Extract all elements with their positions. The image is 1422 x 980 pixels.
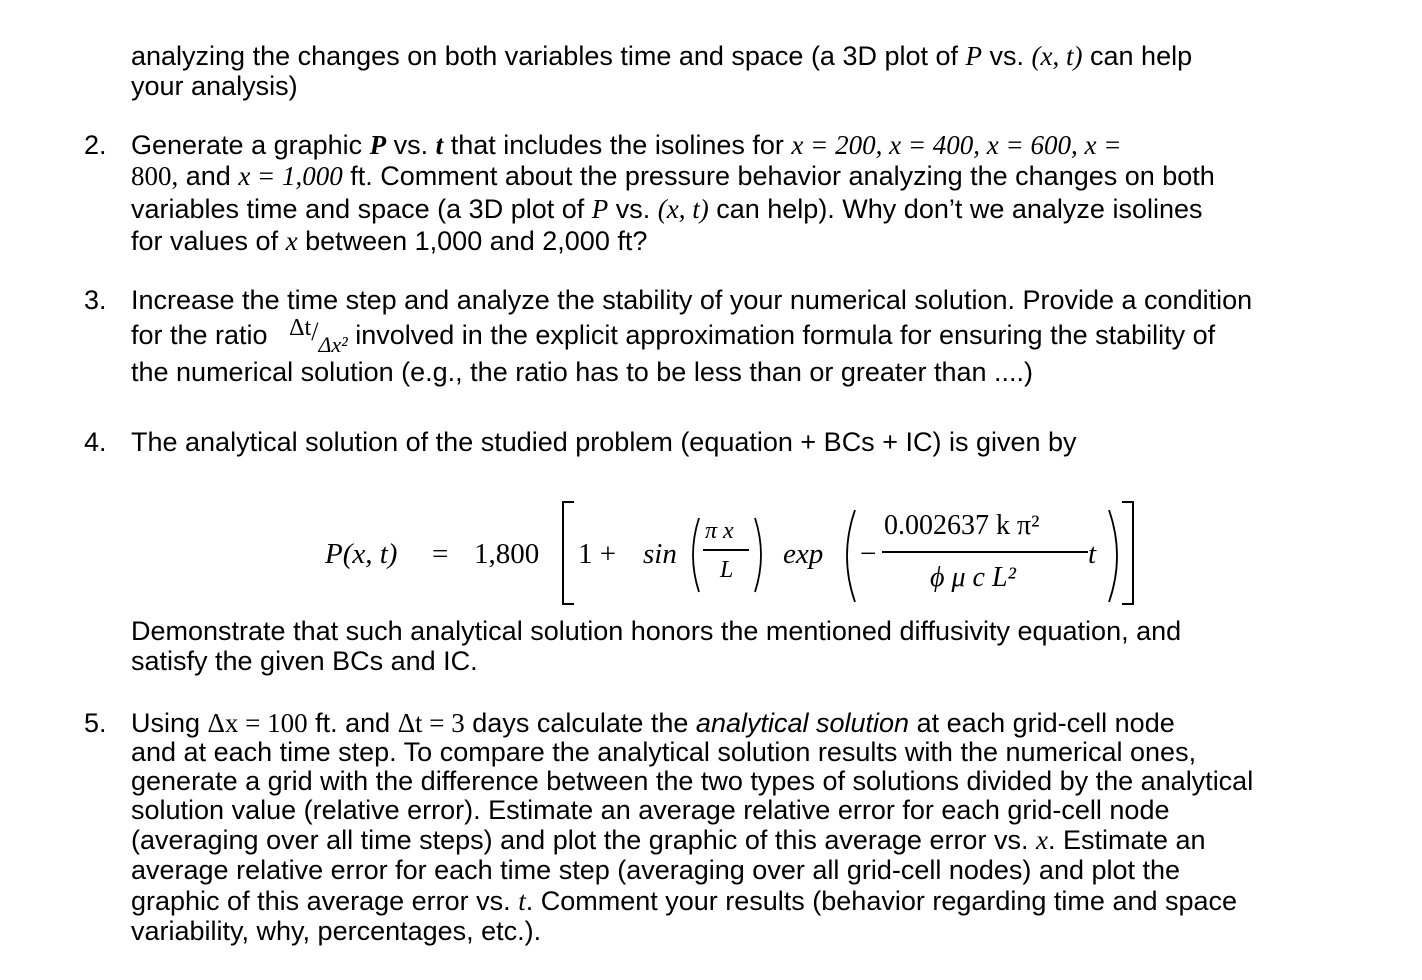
item5-line-5: (averaging over all time steps) and plot the graphic of this average error vs. x. Estimate an [131,825,1206,855]
item3-line-2: for the ratio $\Delta t/_{\Delta x^2}$ involved in the explicit approximation formula for ensuring the stability of [131,315,1216,357]
left-paren-large-icon [838,508,858,604]
eq-lhs: P(x, t) [325,538,398,570]
item5-line-7: graphic of this average error vs. t. Comment your results (behavior regarding time and space [131,886,1238,916]
eq-numerator: 0.002637 k π² [884,510,1040,541]
eq-constant: 1,800 [474,538,540,570]
item-number: 3. [84,285,107,315]
ratio-denominator: Δx² [318,332,348,357]
item4-demonstrate-line-1: Demonstrate that such analytical solution honors the mentioned diffusivity equation, and [131,616,1182,646]
item-number: 4. [84,427,107,457]
eq-minus: − [860,538,877,570]
eq-L: L [720,557,734,583]
right-paren-icon [752,516,768,594]
item2-line-4: for values of x between 1,000 and 2,000 ft? [131,226,648,256]
eq-denominator: ϕ μ c L² [930,562,1016,593]
eq-sin: sin [643,538,677,570]
eq-exp: exp [783,538,824,570]
eq-equals: = [432,538,449,570]
item5-line-1: Using Δx = 100 ft. and Δt = 3 days calculate the analytical solution at each grid-cell node [131,708,1175,738]
item5-line-2: and at each time step. To compare the analytical solution results with the numerical ones, [131,737,1197,767]
item2-line-1: Generate a graphic P vs. t that includes the isolines for x = 200, x = 400, x = 600, x = [131,130,1122,160]
item-number: 5. [84,708,107,738]
left-paren-icon [686,516,702,594]
item5-line-3: generate a grid with the difference between the two types of solutions divided by the analytical [131,766,1254,796]
intro-line-2: your analysis) [131,71,298,101]
left-bracket-icon [558,500,578,608]
eq-t: t [1088,538,1097,570]
item2-line-3: variables time and space (a 3D plot of P vs. (x, t) can help). Why don’t we analyze isolines [131,194,1203,224]
item3-line-3: the numerical solution (e.g., the ratio has to be less than or greater than ....) [131,357,1033,387]
right-bracket-icon [1118,500,1138,608]
item5-line-8: variability, why, percentages, etc.). [131,916,542,946]
item4-demonstrate-line-2: satisfy the given BCs and IC. [131,646,478,676]
intro-line-1: analyzing the changes on both variables time and space (a 3D plot of P vs. (x, t) can help [131,41,1193,71]
eq-pi-x: π x [705,518,734,544]
ratio-numerator: Δt [289,315,312,341]
item-number: 2. [84,130,107,160]
eq-fraction-bar [703,549,749,551]
item5-line-4: solution value (relative error). Estimate an average relative error for each grid-cell node [131,795,1170,825]
eq-one-plus: 1 + [578,538,617,570]
item3-line-1: Increase the time step and analyze the stability of your numerical solution. Provide a condition [131,285,1253,315]
item2-line-2: 800, and x = 1,000 ft. Comment about the pressure behavior analyzing the changes on both [131,161,1215,191]
item5-line-6: average relative error for each time step (averaging over all grid-cell nodes) and plot the [131,855,1181,885]
item4-line-1: The analytical solution of the studied problem (equation + BCs + IC) is given by [131,427,1077,457]
eq-main-fraction-bar [882,551,1088,553]
